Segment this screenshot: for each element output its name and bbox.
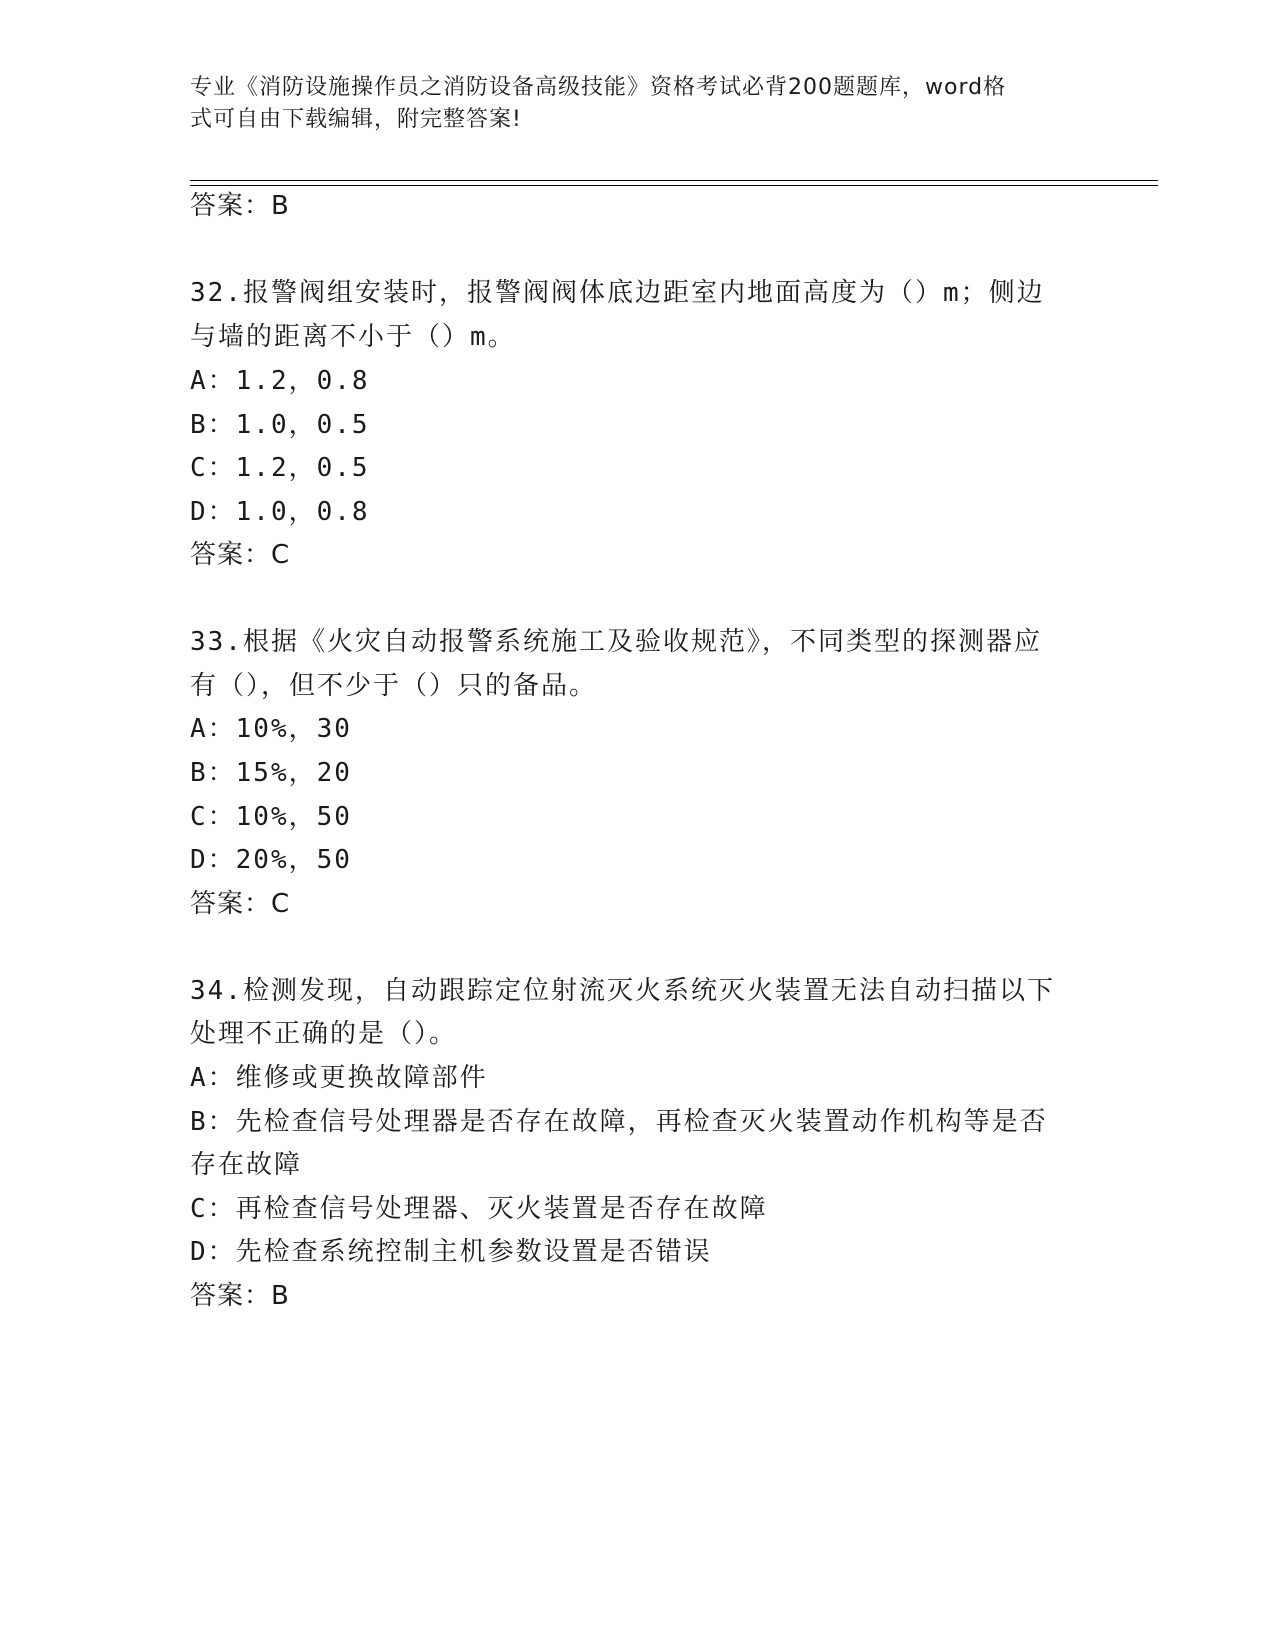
question-33-option-a: A：10%，30 <box>190 714 352 744</box>
question-34-answer: 答案：B <box>190 1281 290 1311</box>
header-line-1: 专业《消防设施操作员之消防设备高级技能》资格考试必背200题题库，word格 <box>190 75 1007 100</box>
question-34-option-a: A：维修或更换故障部件 <box>190 1063 488 1093</box>
question-34-option-b-continued: 存在故障 <box>190 1150 303 1180</box>
question-32-option-d: D：1.0，0.8 <box>190 497 370 527</box>
question-34-line-2: 处理不正确的是（）。 <box>190 1019 458 1049</box>
question-32-option-b: B：1.0，0.5 <box>190 410 370 440</box>
question-33-answer: 答案：C <box>190 889 291 919</box>
question-33-line-2: 有（），但不少于（）只的备品。 <box>190 671 598 701</box>
question-34-option-b: B：先检查信号处理器是否存在故障，再检查灭火装置动作机构等是否 <box>190 1107 1048 1137</box>
question-34-option-c: C：再检查信号处理器、灭火装置是否存在故障 <box>190 1194 768 1224</box>
previous-answer: 答案：B <box>190 191 290 221</box>
header-rule-top <box>190 180 1158 181</box>
header-rule-bottom <box>190 185 1158 186</box>
question-32-line-1: 32.报警阀组安装时，报警阀阀体底边距室内地面高度为（）m；侧边 <box>190 278 1045 308</box>
question-34-line-1: 34.检测发现，自动跟踪定位射流灭火系统灭火装置无法自动扫描以下 <box>190 976 1055 1006</box>
document-header <box>190 72 1090 136</box>
question-33-option-d: D：20%，50 <box>190 845 352 875</box>
question-33-line-1: 33.根据《火灾自动报警系统施工及验收规范》，不同类型的探测器应 <box>190 627 1042 657</box>
question-32-option-c: C：1.2，0.5 <box>190 453 370 483</box>
question-33-option-b: B：15%，20 <box>190 758 352 788</box>
question-34-option-d: D：先检查系统控制主机参数设置是否错误 <box>190 1237 712 1267</box>
question-32-line-2: 与墙的距离不小于（）m。 <box>190 322 516 352</box>
header-line-2: 式可自由下载编辑，附完整答案! <box>190 107 522 132</box>
question-32-option-a: A：1.2，0.8 <box>190 366 370 396</box>
question-32-answer: 答案：C <box>190 540 291 570</box>
question-33-option-c: C：10%，50 <box>190 802 352 832</box>
